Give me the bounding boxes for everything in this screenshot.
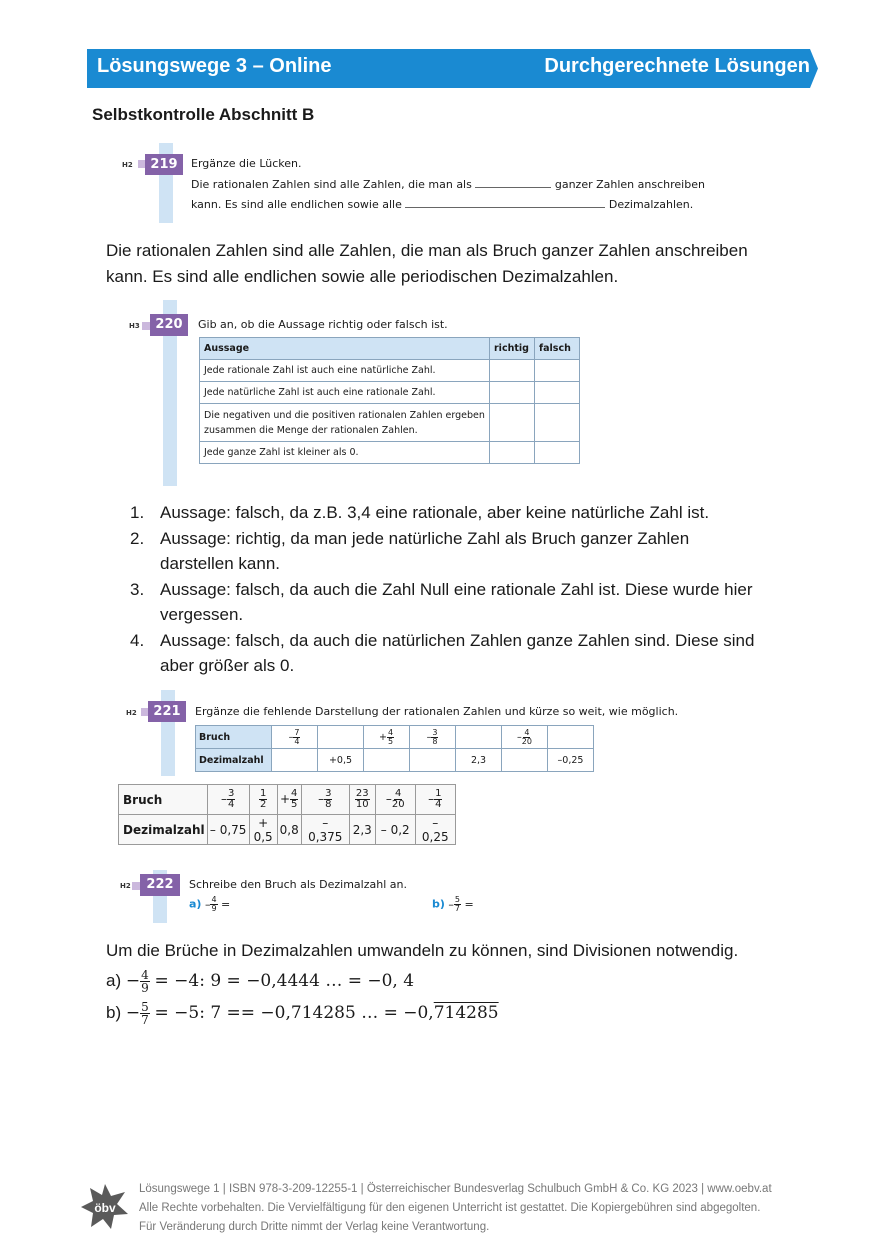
item-text-cont: aber größer als 0. <box>160 656 295 675</box>
statement-table <box>199 337 580 464</box>
list-item <box>130 577 780 628</box>
part-b-label: b) <box>432 897 445 911</box>
footer-line: Alle Rechte vorbehalten. Die Vervielfältigung für den eigenen Unterricht ist gestattet. Die Kopiergebühren sind abgegolten. <box>139 1202 761 1214</box>
exercise-number: 220 <box>150 314 188 336</box>
footer-line: Für Veränderung durch Dritte nimmt der Verlag keine Verantwortung. <box>139 1221 490 1233</box>
table-cell: –0,25 <box>548 749 594 772</box>
gap-blank <box>405 198 605 208</box>
table-cell: – $\frac{3}{8}$ <box>410 726 456 749</box>
table-cell: + 0,5 <box>249 815 277 845</box>
table-row <box>200 382 580 404</box>
exercise-number: 219 <box>145 154 183 175</box>
item-text: Aussage: richtig, da man jede natürliche Zahl als Bruch ganzer Zahlen <box>160 528 690 548</box>
answer-a-label: a) <box>106 971 122 990</box>
answer-b-label: b) <box>106 1003 122 1022</box>
item-number: 1. <box>130 503 145 522</box>
item-text-cont: darstellen kann. <box>160 554 281 573</box>
exercise-number: 222 <box>140 874 180 896</box>
exercise-instruction: Ergänze die fehlende Darstellung der rationalen Zahlen und kürze so weit, wie möglich. <box>195 705 679 718</box>
answer-list-220 <box>130 500 780 679</box>
level-label: H2 <box>122 161 133 169</box>
number-square <box>132 882 140 890</box>
logo-text: öbv <box>94 1201 116 1215</box>
part-a: a) – $\frac{4}{9}$ = <box>189 895 231 913</box>
line-1-end: ganzer Zahlen anschreiben <box>554 178 705 191</box>
table-cell: – $\frac{7}{4}$ <box>272 726 318 749</box>
answer-222 <box>106 938 738 1026</box>
answer-line: Die rationalen Zahlen sind alle Zahlen, die man als Bruch ganzer Zahlen anschreiben <box>106 241 748 260</box>
answer-a: a) − $\frac{4}{9}$ = −4: 9 = −0,4444 … = −0, 4 <box>106 968 415 995</box>
table-row <box>200 404 580 442</box>
table-cell: – $\frac{4}{20}$ <box>502 726 548 749</box>
table-cell: – 0,2 <box>375 815 415 845</box>
table-header: richtig <box>490 338 535 360</box>
oebv-logo <box>80 1182 130 1232</box>
solution-table-221 <box>118 784 456 845</box>
item-text: Aussage: falsch, da auch die natürlichen Zahlen ganze Zahlen sind. Diese sind <box>160 630 755 650</box>
row-label: Bruch <box>119 785 208 815</box>
level-label: H3 <box>129 322 140 330</box>
number-square <box>142 322 150 330</box>
table-cell <box>548 726 594 749</box>
table-cell: $\frac{23}{10}$ <box>349 785 375 815</box>
answer-219 <box>106 238 748 290</box>
table-cell: + $\frac{4}{5}$ <box>364 726 410 749</box>
table-cell: +0,5 <box>318 749 364 772</box>
table-cell: 2,3 <box>349 815 375 845</box>
answer-cell <box>490 442 535 464</box>
conversion-task-table <box>195 725 594 772</box>
exercise-line-1 <box>191 178 705 191</box>
section-title: Selbstkontrolle Abschnitt B <box>92 105 315 124</box>
table-cell <box>410 749 456 772</box>
table-cell: – $\frac{4}{20}$ <box>375 785 415 815</box>
exercise-instruction: Gib an, ob die Aussage richtig oder falsch ist. <box>198 318 448 331</box>
table-header: falsch <box>535 338 580 360</box>
answer-cell <box>535 382 580 404</box>
table-cell: – 0,25 <box>415 815 455 845</box>
statement-cell: Die negativen und die positiven rationalen Zahlen ergeben zusammen die Menge der rationalen Zahlen. <box>200 404 490 442</box>
table-cell: 2,3 <box>456 749 502 772</box>
table-header: Aussage <box>200 338 490 360</box>
table-row <box>196 726 594 749</box>
row-label: Bruch <box>196 726 272 749</box>
list-item <box>130 628 780 679</box>
footer <box>139 1180 772 1237</box>
table-cell: – 0,75 <box>207 815 249 845</box>
answer-cell <box>535 442 580 464</box>
gap-blank <box>475 178 551 188</box>
table-cell <box>456 726 502 749</box>
answer-cell <box>535 360 580 382</box>
item-number: 3. <box>130 579 145 599</box>
answer-cell <box>490 382 535 404</box>
line-2-end: Dezimalzahlen. <box>608 198 694 211</box>
answer-cell <box>490 360 535 382</box>
item-number: 4. <box>130 630 145 650</box>
table-cell: 0,8 <box>277 815 301 845</box>
period-digits: 714285 <box>433 1003 499 1023</box>
answer-cell <box>490 404 535 442</box>
item-text: Aussage: falsch, da auch die Zahl Null eine rationale Zahl ist. Diese wurde hier <box>160 579 753 599</box>
exercise-instruction: Ergänze die Lücken. <box>191 157 302 170</box>
table-cell <box>502 749 548 772</box>
exercise-instruction: Schreibe den Bruch als Dezimalzahl an. <box>189 878 407 891</box>
answer-line: kann. Es sind alle endlichen sowie alle periodischen Dezimalzahlen. <box>106 267 619 286</box>
answer-cell <box>535 404 580 442</box>
statement-cell: Jede natürliche Zahl ist auch eine rationale Zahl. <box>200 382 490 404</box>
item-text-cont: vergessen. <box>160 605 244 624</box>
level-label: H2 <box>126 709 137 717</box>
row-label: Dezimalzahl <box>119 815 208 845</box>
statement-cell: Jede ganze Zahl ist kleiner als 0. <box>200 442 490 464</box>
table-cell <box>272 749 318 772</box>
item-text: Aussage: falsch, da z.B. 3,4 eine rationale, aber keine natürliche Zahl ist. <box>160 503 710 522</box>
list-item <box>130 500 780 526</box>
table-row <box>119 815 456 845</box>
table-cell: – $\frac{1}{4}$ <box>415 785 455 815</box>
header-left-title: Lösungswege 3 – Online <box>97 55 332 77</box>
table-row <box>196 749 594 772</box>
header-right-title: Durchgerechnete Lösungen <box>544 55 810 77</box>
line-1-start: Die rationalen Zahlen sind alle Zahlen, die man als <box>191 178 472 191</box>
table-header-row <box>200 338 580 360</box>
table-cell <box>318 726 364 749</box>
table-cell: $\frac{1}{2}$ <box>249 785 277 815</box>
table-row <box>119 785 456 815</box>
table-cell: – $\frac{3}{4}$ <box>207 785 249 815</box>
answer-b: b) − $\frac{5}{7}$ = −5: 7 == −0,714285 … = −0,714285 <box>106 1000 499 1027</box>
row-label: Dezimalzahl <box>196 749 272 772</box>
exercise-number: 221 <box>148 701 186 722</box>
part-a-label: a) <box>189 897 202 911</box>
line-2-start: kann. Es sind alle endlichen sowie alle <box>191 198 402 211</box>
item-number: 2. <box>130 528 145 548</box>
list-item <box>130 526 780 577</box>
table-row <box>200 442 580 464</box>
statement-cell: Jede rationale Zahl ist auch eine natürliche Zahl. <box>200 360 490 382</box>
table-cell: + $\frac{4}{5}$ <box>277 785 301 815</box>
header-banner <box>87 49 818 88</box>
answer-b-expression: = −5: 7 == −0,714285 … = −0, <box>154 1003 434 1023</box>
table-cell <box>364 749 410 772</box>
answer-a-expression: = −4: 9 = −0,4444 … = −0, 4 <box>154 971 415 991</box>
level-label: H2 <box>120 882 131 890</box>
answer-intro: Um die Brüche in Dezimalzahlen umwandeln zu können, sind Divisionen notwendig. <box>106 941 739 960</box>
exercise-line-2 <box>191 198 693 211</box>
table-row <box>200 360 580 382</box>
footer-line: Lösungswege 1 | ISBN 978-3-209-12255-1 | Österreichischer Bundesverlag Schulbuch GmbH & Co. KG 2023 | www.oebv.at <box>139 1183 772 1195</box>
part-b: b) – $\frac{5}{7}$ = <box>432 895 474 913</box>
table-cell: – $\frac{3}{8}$ <box>301 785 349 815</box>
table-cell: – 0,375 <box>301 815 349 845</box>
